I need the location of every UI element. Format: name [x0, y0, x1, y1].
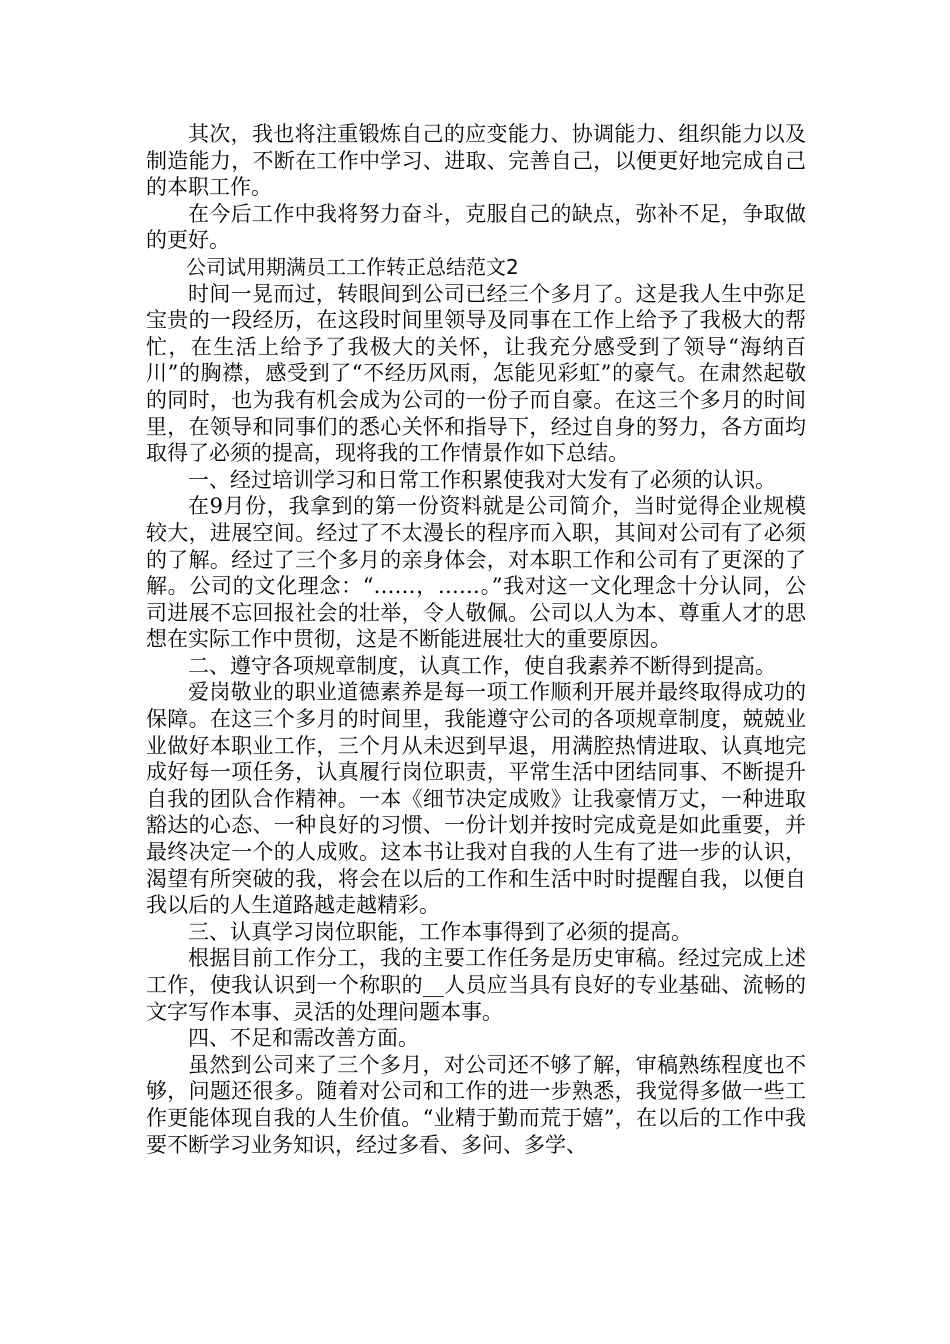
subheading: 四、不足和需改善方面。: [188, 1026, 419, 1051]
subheading: 三、认真学习岗位职能，工作本事得到了必须的提高。: [188, 919, 692, 944]
paragraph: 爱岗敬业的职业道德素养是每一项工作顺利开展并最终取得成功的保障。在这三个多月的时间里，我能遵守公司的各项规章制度，兢兢业业做好本职业工作，三个月从未迟到早退，用满腔热情进取、认真地完成好每一项任务，认真履行岗位职责，平常生活中团结同事、不断提升自我的团队合作精神。一本《细节决定成败》让我豪情万丈，一种进取豁达的心态、一种良好的习惯、一份计划并按时完成竟是如此重要，并最终决定一个的人成败。这本书让我对自我的人生有了进一步的认识，渴望有所突破的我，将会在以后的工作和生活中时时提醒自我，以便自我以后的人生道路越走越精彩。: [146, 680, 806, 918]
subheading: 一、经过培训学习和日常工作积累使我对大发有了必须的认识。: [188, 467, 776, 492]
document-body: [146, 121, 806, 1158]
paragraph: 在9月份，我拿到的第一份资料就是公司简介，当时觉得企业规模较大，进展空间。经过了不太漫长的程序而入职，其间对公司有了必须的了解。经过了三个多月的亲身体会，对本职工作和公司有了更深的了解。公司的文化理念：“……，……。”我对这一文化理念十分认同，公司进展不忘回报社会的壮举，令人敬佩。公司以人为本、尊重人才的思想在实际工作中贯彻，这是不断能进展壮大的重要原因。: [146, 494, 806, 652]
paragraph: 虽然到公司来了三个多月，对公司还不够了解，审稿熟练程度也不够，问题还很多。随着对公司和工作的进一步熟悉，我觉得多做一些工作更能体现自我的人生价值。“业精于勤而荒于嬉”，在以后的工作中我要不断学习业务知识，经过多看、多问、多学、: [146, 1052, 806, 1157]
paragraph: 根据目前工作分工，我的主要工作任务是历史审稿。经过完成上述工作，使我认识到一个称职的__人员应当具有良好的专业基础、流畅的文字写作本事、灵活的处理问题本事。: [146, 946, 806, 1024]
section-title: 公司试用期满员工工作转正总结范文2: [186, 254, 519, 279]
paragraph: 在今后工作中我将努力奋斗，克服自己的缺点，弥补不足，争取做的更好。: [146, 201, 806, 253]
paragraph: 时间一晃而过，转眼间到公司已经三个多月了。这是我人生中弥足宝贵的一段经历，在这段时间里领导及同事在工作上给予了我极大的帮忙，在生活上给予了我极大的关怀，让我充分感受到了领导“海纳百川”的胸襟，感受到了“不经历风雨，怎能见彩虹”的豪气。在肃然起敬的同时，也为我有机会成为公司的一份子而自豪。在这三个多月的时间里，在领导和同事们的悉心关怀和指导下，经过自身的努力，各方面均取得了必须的提高，现将我的工作情景作如下总结。: [146, 281, 806, 466]
subheading: 二、遵守各项规章制度，认真工作，使自我素养不断得到提高。: [188, 653, 776, 678]
paragraph: 其次，我也将注重锻炼自己的应变能力、协调能力、组织能力以及制造能力，不断在工作中学习、进取、完善自己，以便更好地完成自己的本职工作。: [146, 122, 806, 200]
